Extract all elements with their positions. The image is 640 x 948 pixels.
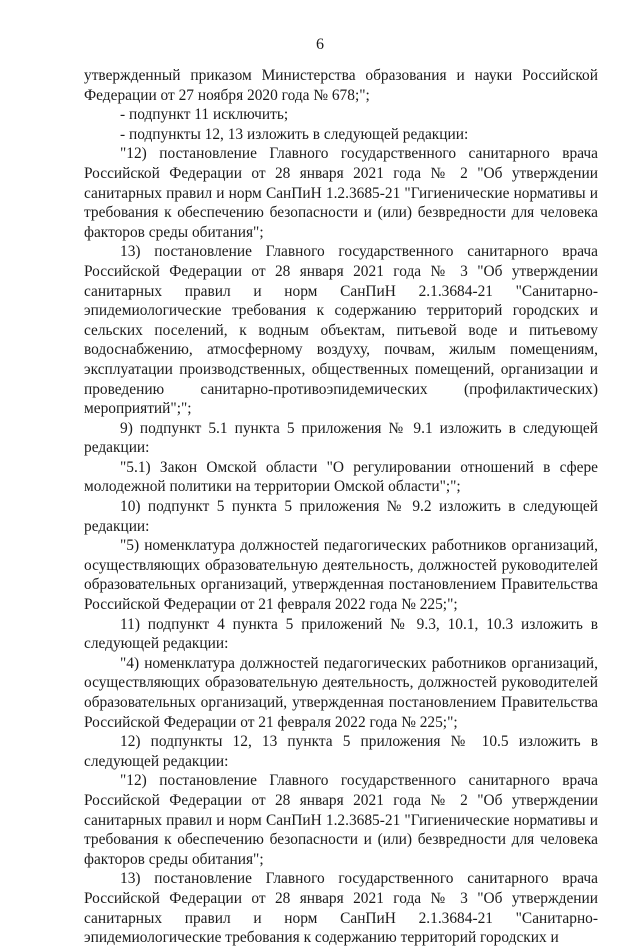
- paragraph: - подпункт 11 исключить;: [120, 106, 289, 124]
- paragraph: "5.1) Закон Омской области "О регулировании отношений в сфере молодежной политики на территории Омской области";";: [84, 458, 598, 496]
- paragraph: "12) постановление Главного государственного санитарного врача Российской Федерации от 28 января 2021 года № 2 "Об утверждении санитарных правил и норм СанПиН 1.2.3685-21 "Гигиенические нормативы и требования к обеспечению безопасности и (или) безвредности для человека факторов среды обитания";: [84, 145, 598, 241]
- paragraph: - подпункты 12, 13 изложить в следующей редакции:: [120, 125, 469, 143]
- paragraph: 12) подпункты 12, 13 пункта 5 приложения № 10.5 изложить в следующей редакции:: [84, 733, 598, 770]
- paragraph: 10) подпункт 5 пункта 5 приложения № 9.2 изложить в следующей редакции:: [84, 498, 598, 535]
- paragraph: "4) номенклатура должностей педагогических работников организаций, осуществляющих образовательную деятельность, должностей руководителей образовательных организаций, утвержденная постановлением Правительства Российской Федерации от 21 февраля 2022 года № 225;";: [84, 654, 598, 731]
- paragraph: 9) подпункт 5.1 пункта 5 приложения № 9.1 изложить в следующей редакции:: [84, 419, 598, 457]
- paragraph: 13) постановление Главного государственного санитарного врача Российской Федерации от 28 января 2021 года № 3 "Об утверждении санитарных правил и норм СанПиН 2.1.3684-21 "Санитарно-эпидемиологические требования к содержанию территорий городских и сельских поселений, к водным объектам, питьевой воде и питьевому водоснабжению, атмосферному воздуху, почвам, жилым помещениям, эксплуатации производственных, общественных помещений, организации и проведению санитарно-противоэпидемических (профилактических) мероприятий";";: [84, 243, 598, 418]
- page-number: 6: [316, 36, 324, 53]
- paragraph: 13) постановление Главного государственного санитарного врача Российской Федерации от 28 января 2021 года № 3 "Об утверждении санитарных правил и норм СанПиН 2.1.3684-21 "Санитарно-эпидемиологические требования к содержанию территорий городских и: [84, 870, 598, 947]
- paragraph: "5) номенклатура должностей педагогических работников организаций, осуществляющих образовательную деятельность, должностей руководителей образовательных организаций, утвержденная постановлением Правительства Российской Федерации от 21 февраля 2022 года № 225;";: [84, 537, 598, 614]
- paragraph: 11) подпункт 4 пункта 5 приложений № 9.3, 10.1, 10.3 изложить в следующей редакции:: [84, 615, 598, 653]
- document-body: [84, 66, 598, 948]
- paragraph: "12) постановление Главного государственного санитарного врача Российской Федерации от 28 января 2021 года № 2 "Об утверждении санитарных правил и норм СанПиН 1.2.3685-21 "Гигиенические нормативы и требования к обеспечению безопасности и (или) безвредности для человека факторов среды обитания";: [84, 772, 598, 868]
- paragraph: утвержденный приказом Министерства образования и науки Российской Федерации от 27 ноября 2020 года № 678;";: [84, 67, 598, 104]
